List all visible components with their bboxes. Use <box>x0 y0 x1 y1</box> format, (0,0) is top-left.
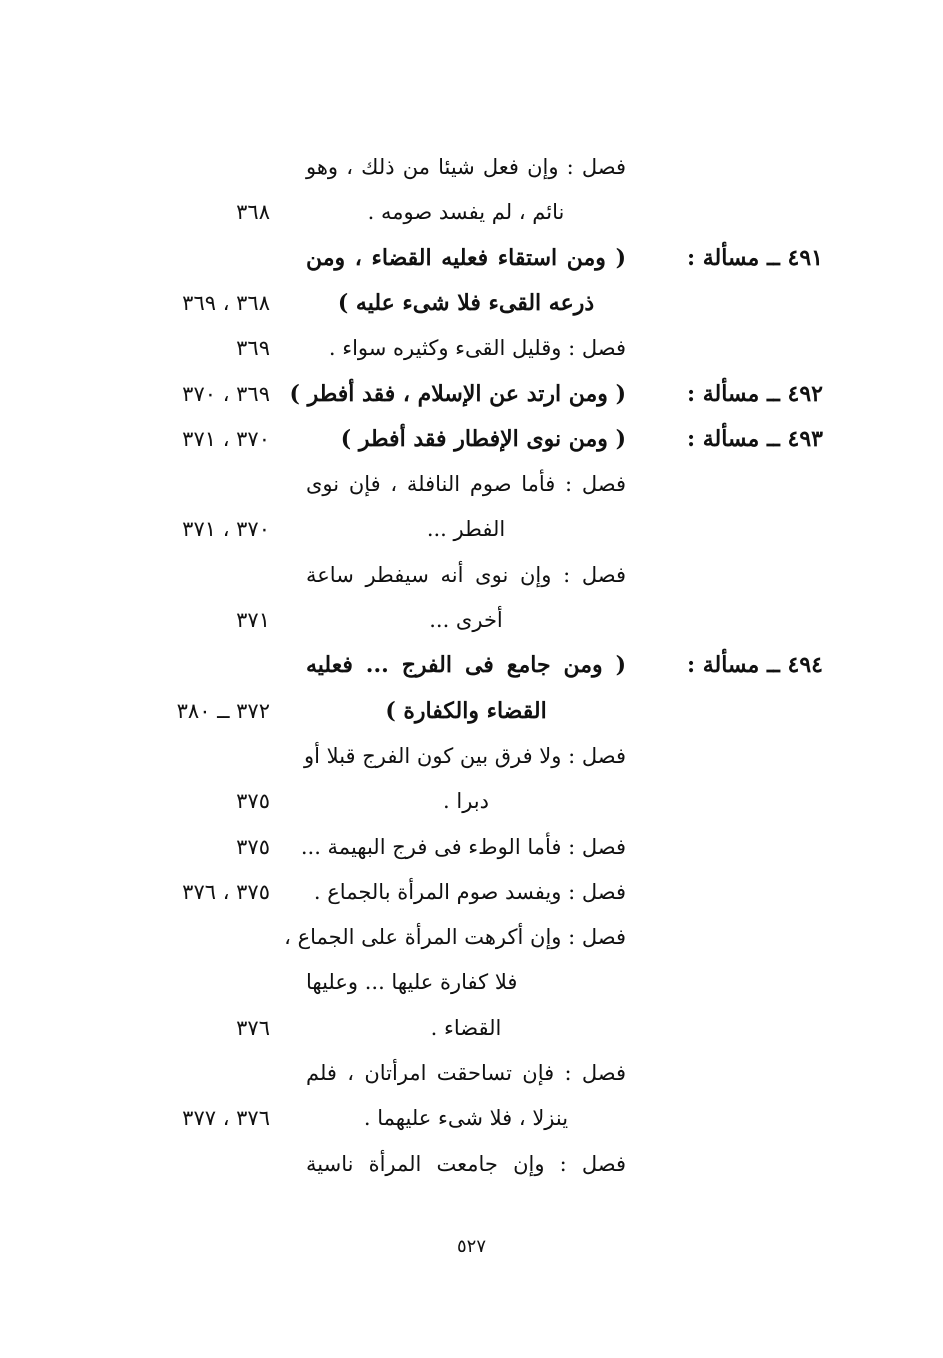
index-line <box>0 959 943 1005</box>
fasl-text: فصل : وإن فعل شيئا من ذلك ، وهو <box>306 155 626 179</box>
page-reference: ٣٧٥ ، ٣٧٦ <box>182 879 270 904</box>
fasl-text: فلا كفارة عليها ... وعليها <box>306 970 518 995</box>
masala-text: ( ومن ارتد عن الإسلام ، فقد أفطر ) <box>289 380 626 407</box>
fasl-text: فصل : ويفسد صوم المرأة بالجماع . <box>313 879 626 904</box>
page-reference: ٣٧٥ <box>236 789 270 814</box>
index-line <box>0 1050 943 1096</box>
fasl-text: دبرا . <box>443 789 489 814</box>
fasl-text: القضاء . <box>430 1015 502 1040</box>
index-line <box>0 144 943 190</box>
fasl-text: فصل : وإن نوى أنه سيفطر ساعة <box>306 562 626 587</box>
page-reference: ٣٧٥ <box>236 834 270 859</box>
fasl-text: الفطر ... <box>426 517 506 542</box>
fasl-text: فصل : فأما الوطء فى فرج البهيمة ... <box>300 834 626 859</box>
question-number: ٤٩١ ــ مسألة : <box>686 244 823 271</box>
masala-text: ( ومن نوى الإفطار فقد أفطر ) <box>340 425 626 452</box>
masala-text: ( ومن جامع فى الفرج ... فعليه <box>306 652 626 679</box>
masala-text: ( ومن استقاء فعليه القضاء ، ومن <box>306 244 626 271</box>
question-number: ٤٩٣ ــ مسألة : <box>686 425 823 452</box>
page-number: ٥٢٧ <box>456 1236 486 1257</box>
page-reference: ٣٧٢ ــ ٣٨٠ <box>176 698 270 723</box>
page-reference: ٣٧٦ <box>236 1015 270 1040</box>
page-reference: ٣٧٦ ، ٣٧٧ <box>182 1106 270 1131</box>
index-line <box>0 778 943 824</box>
page-reference: ٣٦٩ ، ٣٧٠ <box>182 381 270 406</box>
page-reference: ٣٦٨ ، ٣٦٩ <box>182 290 270 315</box>
fasl-text: ينزلا ، فلا شىء عليهما . <box>363 1106 569 1131</box>
fasl-text: نائم ، لم يفسد صومه . <box>367 200 565 225</box>
page-reference: ٣٦٩ <box>236 336 270 361</box>
index-line <box>0 189 943 235</box>
index-line <box>0 688 943 734</box>
index-line <box>0 1005 943 1051</box>
index-line <box>0 642 943 688</box>
index-line <box>0 869 943 915</box>
fasl-text: أخرى ... <box>429 608 503 632</box>
index-line <box>0 733 943 779</box>
index-line <box>0 824 943 870</box>
fasl-text: فصل : فأما صوم النافلة ، فإن نوى <box>306 472 626 497</box>
page-reference: ٣٧٠ ، ٣٧١ <box>182 426 270 451</box>
index-line <box>0 1141 943 1187</box>
page-reference: ٣٦٨ <box>236 200 270 225</box>
page-reference: ٣٧٠ ، ٣٧١ <box>182 517 270 542</box>
index-line <box>0 416 943 462</box>
fasl-text: فصل : وإن جامعت المرأة ناسية <box>306 1151 626 1176</box>
question-number: ٤٩٢ ــ مسألة : <box>686 380 823 407</box>
masala-text: القضاء والكفارة ) <box>385 697 547 724</box>
fasl-text: فصل : وقليل القىء وكثيره سواء . <box>328 336 626 361</box>
index-line <box>0 552 943 598</box>
masala-text: ذرعه القىء فلا شىء عليه ) <box>337 289 595 316</box>
index-line <box>0 325 943 371</box>
index-line <box>0 280 943 326</box>
index-line <box>0 506 943 552</box>
page-reference: ٣٧١ <box>236 608 270 632</box>
fasl-text: فصل : فإن تساحقت امرأتان ، فلم <box>306 1061 626 1085</box>
index-line <box>0 1095 943 1141</box>
index-line <box>0 597 943 643</box>
index-line <box>0 235 943 281</box>
index-line <box>0 461 943 507</box>
fasl-text: فصل : وإن أكرهت المرأة على الجماع ، <box>284 925 626 950</box>
index-line <box>0 914 943 960</box>
question-number: ٤٩٤ ــ مسألة : <box>686 652 823 679</box>
index-line <box>0 371 943 417</box>
fasl-text: فصل : ولا فرق بين كون الفرج قبلا أو <box>304 743 626 768</box>
